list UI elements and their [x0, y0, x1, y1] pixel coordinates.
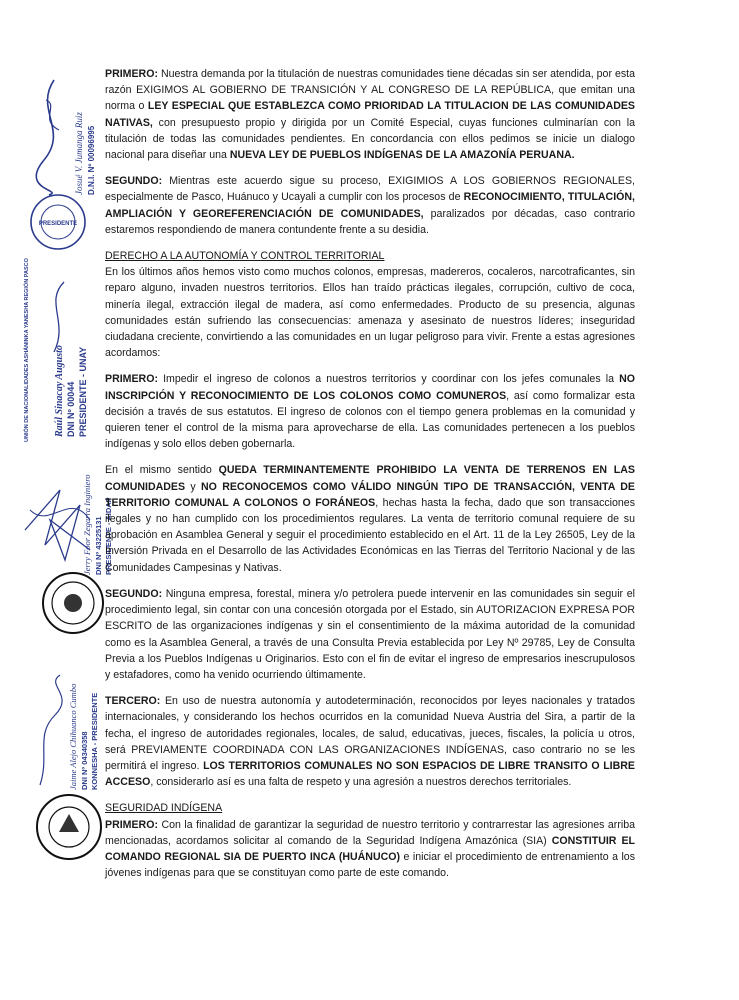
- paragraph-segundo-1: SEGUNDO: Mientras este acuerdo sigue su proceso, EXIGIMIOS A LOS GOBIERNOS REGIONALES, especialmente de Pasco, Huánuco y Ucayali a cumplir con los procesos de RECONOCIMIENTO, TITULACIÓN, AMPLIACIÓN Y GEOREFERENCIACIÓN DE COMUNIDADES, paralizados por décadas, caso contrario estaremos respondiendo de manera contundente frente a su desidia.: [105, 175, 635, 236]
- paragraph-primero-2: PRIMERO: Impedir el ingreso de colonos a nuestros territorios y coordinar con los jefes comunales la NO INSCRIPCIÓN Y RECONOCIMIENTO DE LOS COLONOS COMO COMUNEROS, así como formalizar esta decisión a través de sus estatutos. El ingreso de colonos con el tiempo genera problemas en la comunidad y quieren tener el control de la misma para aprovecharse de ella. Las comunidades pertenecen a los pueblos indígenas y solo ellos deben gobernarla.: [105, 373, 635, 451]
- document-body: [105, 66, 635, 881]
- stamp-1-name: Josué V. Jumanga Ruiz: [74, 112, 84, 195]
- signature-stamp-3: [20, 470, 113, 580]
- stamp-4-name: Jaime Alejo Chihuanco Cumbo: [68, 683, 78, 790]
- section-heading-autonomia: DERECHO A LA AUTONOMÍA Y CONTROL TERRITORIAL: [105, 250, 385, 263]
- paragraph-primero-3: PRIMERO: Con la finalidad de garantizar la seguridad de nuestro territorio y contrarrestar las agresiones arriba mencionadas, acordamos solicitar al comando de la Seguridad Indígena Amazónica (SIA) CONSTITUIR EL COMANDO REGIONAL SIA DE PUERTO INCA (HUÁNUCO) e iniciar el procedimiento de entrenamiento a los jóvenes indígenas para que se constituyan como parte de este comando.: [105, 818, 636, 880]
- paragraph-primero-1: PRIMERO: Nuestra demanda por la titulación de nuestras comunidades tiene décadas sin ser atendida, por esta razón EXIGIMOS AL GOBIERNO DE TRANSICIÓN Y AL CONGRESO DE LA REPÚBLICA, que emitan una norma o LEY ESPECIAL QUE ESTABLEZCA COMO PRIORIDAD LA TITULACION DE LAS COMUNIDADES NATIVAS, con presupuesto propio y dirigida por un Comité Especial, cuyas funciones culminarían con la titulación de todas las comunidades pendientes. En concordancia con ellos pedimos se inicie un dialogo nacional para diseñar una NUEVA LEY DE PUEBLOS INDÍGENAS DE LA AMAZONÍA PERUANA.: [105, 68, 636, 162]
- seal-1-label: PRESIDENTE: [38, 221, 78, 227]
- signature-stamp-2: [14, 258, 104, 452]
- stamp-2-role: PRESIDENTE - UNAY: [78, 346, 88, 437]
- paragraph-mismo-sentido: En el mismo sentido QUEDA TERMINANTEMENTE PROHIBIDO LA VENTA DE TERRENOS EN LAS COMUNIDADES y NO RECONOCEMOS COMO VÁLIDO NINGÚN TIPO DE TRANSACCIÓN, VENTA DE TERRITORIO COMUNAL A COLONOS O FORÁNEOS, hechas hasta la fecha, dado que son transacciones ilegales y no han cumplido con los procedimientos regulares. La venta de territorio comunal requiere de su aprobación en Asamblea General y seguir el procedimiento establecido en el Art. 11 de la Ley 26505, Ley de la Inversión Privada en el Desarrollo de las Actividades Económicas en las Tierras del Territorio Nacional y de las Comunidades Campesinas y Nativas.: [105, 464, 635, 574]
- seal-2: [40, 570, 106, 636]
- stamp-4-dni: DNI Nº 04340358: [80, 731, 89, 790]
- stamp-2-name: Raúl Sinacay Augusto: [54, 345, 65, 437]
- stamp-3-role: PRESIDENTE - AIDAP: [104, 497, 113, 575]
- stamp-3-name: Jerry Foor Zegarra Inginiero: [82, 474, 92, 575]
- stamp-2-dni: DNI Nº 00044: [66, 381, 76, 437]
- stamp-4-role: KONNESHA - PRESIDENTE: [90, 692, 99, 790]
- paragraph-segundo-2: SEGUNDO: Ninguna empresa, forestal, minera y/o petrolera puede intervenir en las comunidades sin seguir el procedimiento legal, sin contar con una concesión otorgada por el Estado, sin AUTORIZACION EXPRESA POR ESCRITO de las organizaciones indígenas y sin el consentimiento de la máxima autoridad de la comunidad como es la Asamblea General, a través de una Consulta Previa establecida por Ley Nº 29785, Ley de Consulta Previa a los Pueblos Indígenas u Originarios. Esto con el fin de evitar el ingreso de empresarios inescrupulosos y estafadores, como ha venido ocurriendo últimamente.: [105, 587, 635, 681]
- signature-stamp-4: [30, 665, 110, 795]
- paragraph-tercero: TERCERO: En uso de nuestra autonomía y autodeterminación, reconocidos por leyes nacionales y tratados internacionales, y considerando los hechos ocurridos en la comunidad Nueva Austria del Sira, a partir de la fecha, el ingreso de autoridades regionales, locales, de salud, educativas, jueces, fiscales, la policía u otros, será PREVIAMENTE COORDINADA CON LAS ORGANIZACIONES INDÍGENAS, caso contrario no se les permitirá el ingreso. LOS TERRITORIOS COMUNALES NO SON ESPACIOS DE LIBRE TRANSITO O LIBRE ACCESO, considerarlo así es una falta de respeto y una agresión a nuestros derechos territoriales.: [105, 695, 635, 789]
- seal-1: [28, 192, 88, 252]
- seal-3: [34, 792, 104, 862]
- stamp-1-dni: D.N.I. Nº 00096995: [87, 125, 96, 195]
- section-heading-seguridad: SEGURIDAD INDÍGENA: [105, 802, 223, 815]
- paragraph-intro-autonomia: En los últimos años hemos visto como muchos colonos, empresas, madereros, cocaleros, narcotraficantes, sin reparo alguno, invaden nuestros territorios. Ellos han traído prácticas ilegales, corrupción, cultivo de coca, minería ilegal, extracción ilegal de madera, así como enfermedades. Producto de su presencia, algunas comunidades están sufriendo las consecuencias: amenaza y asesinato de nuestros líderes; inseguridad ciudadana creciente, convirtiendo a las comunidades en un lugar peligroso para vivir. Frente a estas agresiones acordamos:: [105, 266, 635, 360]
- signature-stamp-1: [24, 60, 104, 200]
- stamp-2-org: UNIÓN DE NACIONALIDADES ASHÁNINKA YANESHA REGIÓN PASCO: [24, 258, 30, 442]
- stamp-3-dni: DNI Nº 43225131: [94, 516, 103, 575]
